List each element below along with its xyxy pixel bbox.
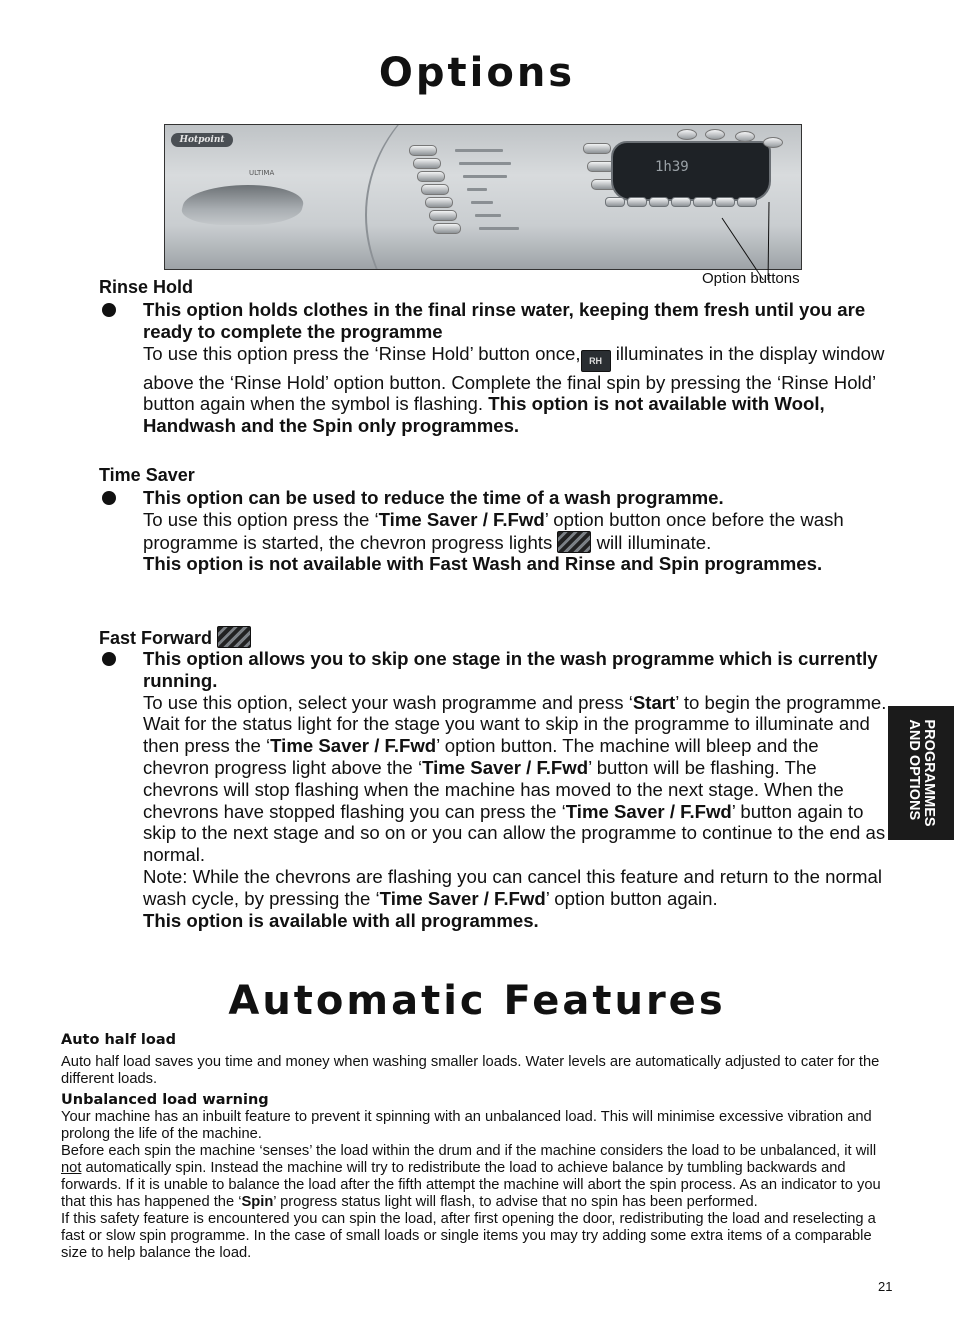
fast-forward-heading: Fast Forward	[99, 626, 251, 649]
rinse-hold-body	[143, 299, 888, 437]
unbalanced-text	[61, 1109, 893, 1262]
rinse-hold-note: This option is not available with Wool, Handwash and the Spin only programmes.	[143, 393, 825, 437]
caption-pointer-lines	[700, 200, 780, 280]
time-saver-text: To use this option press the ‘	[143, 508, 379, 530]
bullet-icon	[102, 303, 116, 317]
side-tab-line: AND OPTIONS	[906, 719, 922, 821]
auto-half-load-heading: Auto half load	[61, 1032, 177, 1048]
brand-logo: Hotpoint	[171, 133, 233, 147]
fast-forward-text: To use this option, select your wash programme and press ‘Start’ to begin the programme. Wait for the status light for the stage you want to skip in the programme to illuminate and then press the ‘Time Saver / F.Fwd’ option button. The machine will bleep and the chevron progress light above the ‘Time Saver / F.Fwd’ button will be flashing. The chevrons will stop flashing when the machine has moved to the next stage. When the chevrons have stopped flashing you can press the ‘Time Saver / F.Fwd’ button again to skip to the next stage and so on or you can allow the programme to continue to the end as normal.	[143, 691, 887, 866]
unbalanced-para: If this safety feature is encountered you can spin the load, after first opening the door, redistributing the load and reselecting a fast or slow spin programme. In the case of small loads or single items you may try adding some extra items of a comparable size to help balance the load.	[61, 1211, 876, 1261]
fast-forward-final: This option is available with all programmes.	[143, 909, 539, 931]
on-off-button	[735, 131, 755, 142]
display-time: 1h39	[655, 159, 689, 175]
fast-forward-body	[143, 648, 888, 931]
programme-label	[463, 175, 507, 178]
fast-forward-note: Note: While the chevrons are flashing you can cancel this feature and return to the normal wash cycle, by pressing the ‘Time Saver / F.Fwd’ option button again.	[143, 865, 882, 909]
rinse-hold-text: illuminates in the display window above the ‘Rinse Hold’ option button. Complete the final spin by pressing the ‘Rinse Hold’ button again when the symbol is flashing.	[143, 342, 885, 415]
unbalanced-para: Before each spin the machine ‘senses’ the load within the drum and if the machine considers the load to be unbalanced, it will not automatically spin. Instead the machine will try to redistribute the load to achieve balance by tumbling backwards and forwards. If it is unable to balance the load after the fifth attempt the machine will abort the spin process. As an indicator to you that this has happened the ‘Spin’ progress status light will flash, to advise that no spin has been performed.	[61, 1143, 881, 1210]
programme-button	[409, 145, 437, 156]
side-tab-line: PROGRAMMES	[921, 719, 937, 827]
bullet-icon	[102, 491, 116, 505]
rinse-hold-lead: This option holds clothes in the final rinse water, keeping them fresh until you are ready to complete the programme	[143, 299, 866, 342]
rinse-hold-text: To use this option press the ‘Rinse Hold’ button once,	[143, 342, 581, 364]
time-saver-heading: Time Saver	[99, 465, 195, 485]
time-saver-button-name: Time Saver / F.Fwd	[378, 508, 545, 530]
option-button	[649, 197, 669, 207]
section-title: Automatic Features	[228, 978, 726, 1024]
page-title: Options	[378, 50, 576, 96]
programme-label	[471, 201, 493, 204]
spin-button	[583, 143, 611, 154]
bullet-icon	[102, 652, 116, 666]
section-side-tab	[888, 706, 954, 840]
model-label: ULTIMA	[249, 169, 275, 177]
time-saver-body	[143, 487, 888, 575]
page-number: 21	[878, 1279, 893, 1294]
auto-half-load-text: Auto half load saves you time and money when washing smaller loads. Water levels are automatically adjusted to cater for the different loads.	[61, 1054, 880, 1087]
programme-label	[479, 227, 519, 230]
chevron-icon	[557, 531, 591, 553]
time-saver-text: will illuminate.	[591, 531, 712, 553]
programme-label	[467, 188, 487, 191]
detergent-drawer-handle	[178, 185, 308, 225]
programme-button	[429, 210, 457, 221]
programme-button	[425, 197, 453, 208]
programme-button	[417, 171, 445, 182]
display-window	[611, 141, 771, 201]
option-button	[627, 197, 647, 207]
time-saver-lead: This option can be used to reduce the time of a wash programme.	[143, 487, 724, 508]
start-button	[677, 129, 697, 140]
option-button	[671, 197, 691, 207]
start-button	[705, 129, 725, 140]
programme-button	[421, 184, 449, 195]
rinse-hold-heading: Rinse Hold	[99, 277, 194, 297]
programme-button	[433, 223, 461, 234]
option-button	[605, 197, 625, 207]
programme-label	[455, 149, 503, 152]
option-buttons-caption: Option buttons	[702, 270, 800, 287]
programme-button	[413, 158, 441, 169]
unbalanced-para: Your machine has an inbuilt feature to prevent it spinning with an unbalanced load. This will minimise excessive vibration and prolong the life of the machine.	[61, 1109, 872, 1142]
programme-label	[475, 214, 501, 217]
unbalanced-heading: Unbalanced load warning	[61, 1092, 269, 1108]
time-saver-text: ’ option button once before the wash programme is started, the chevron progress lights	[143, 508, 844, 553]
door-button	[763, 137, 783, 148]
time-saver-note: This option is not available with Fast Wash and Rinse and Spin programmes.	[143, 553, 823, 575]
programme-label	[459, 162, 511, 165]
fast-forward-lead: This option allows you to skip one stage in the wash programme which is currently running.	[143, 648, 878, 691]
rinse-hold-icon: RH	[581, 350, 611, 372]
chevron-icon	[217, 626, 251, 648]
